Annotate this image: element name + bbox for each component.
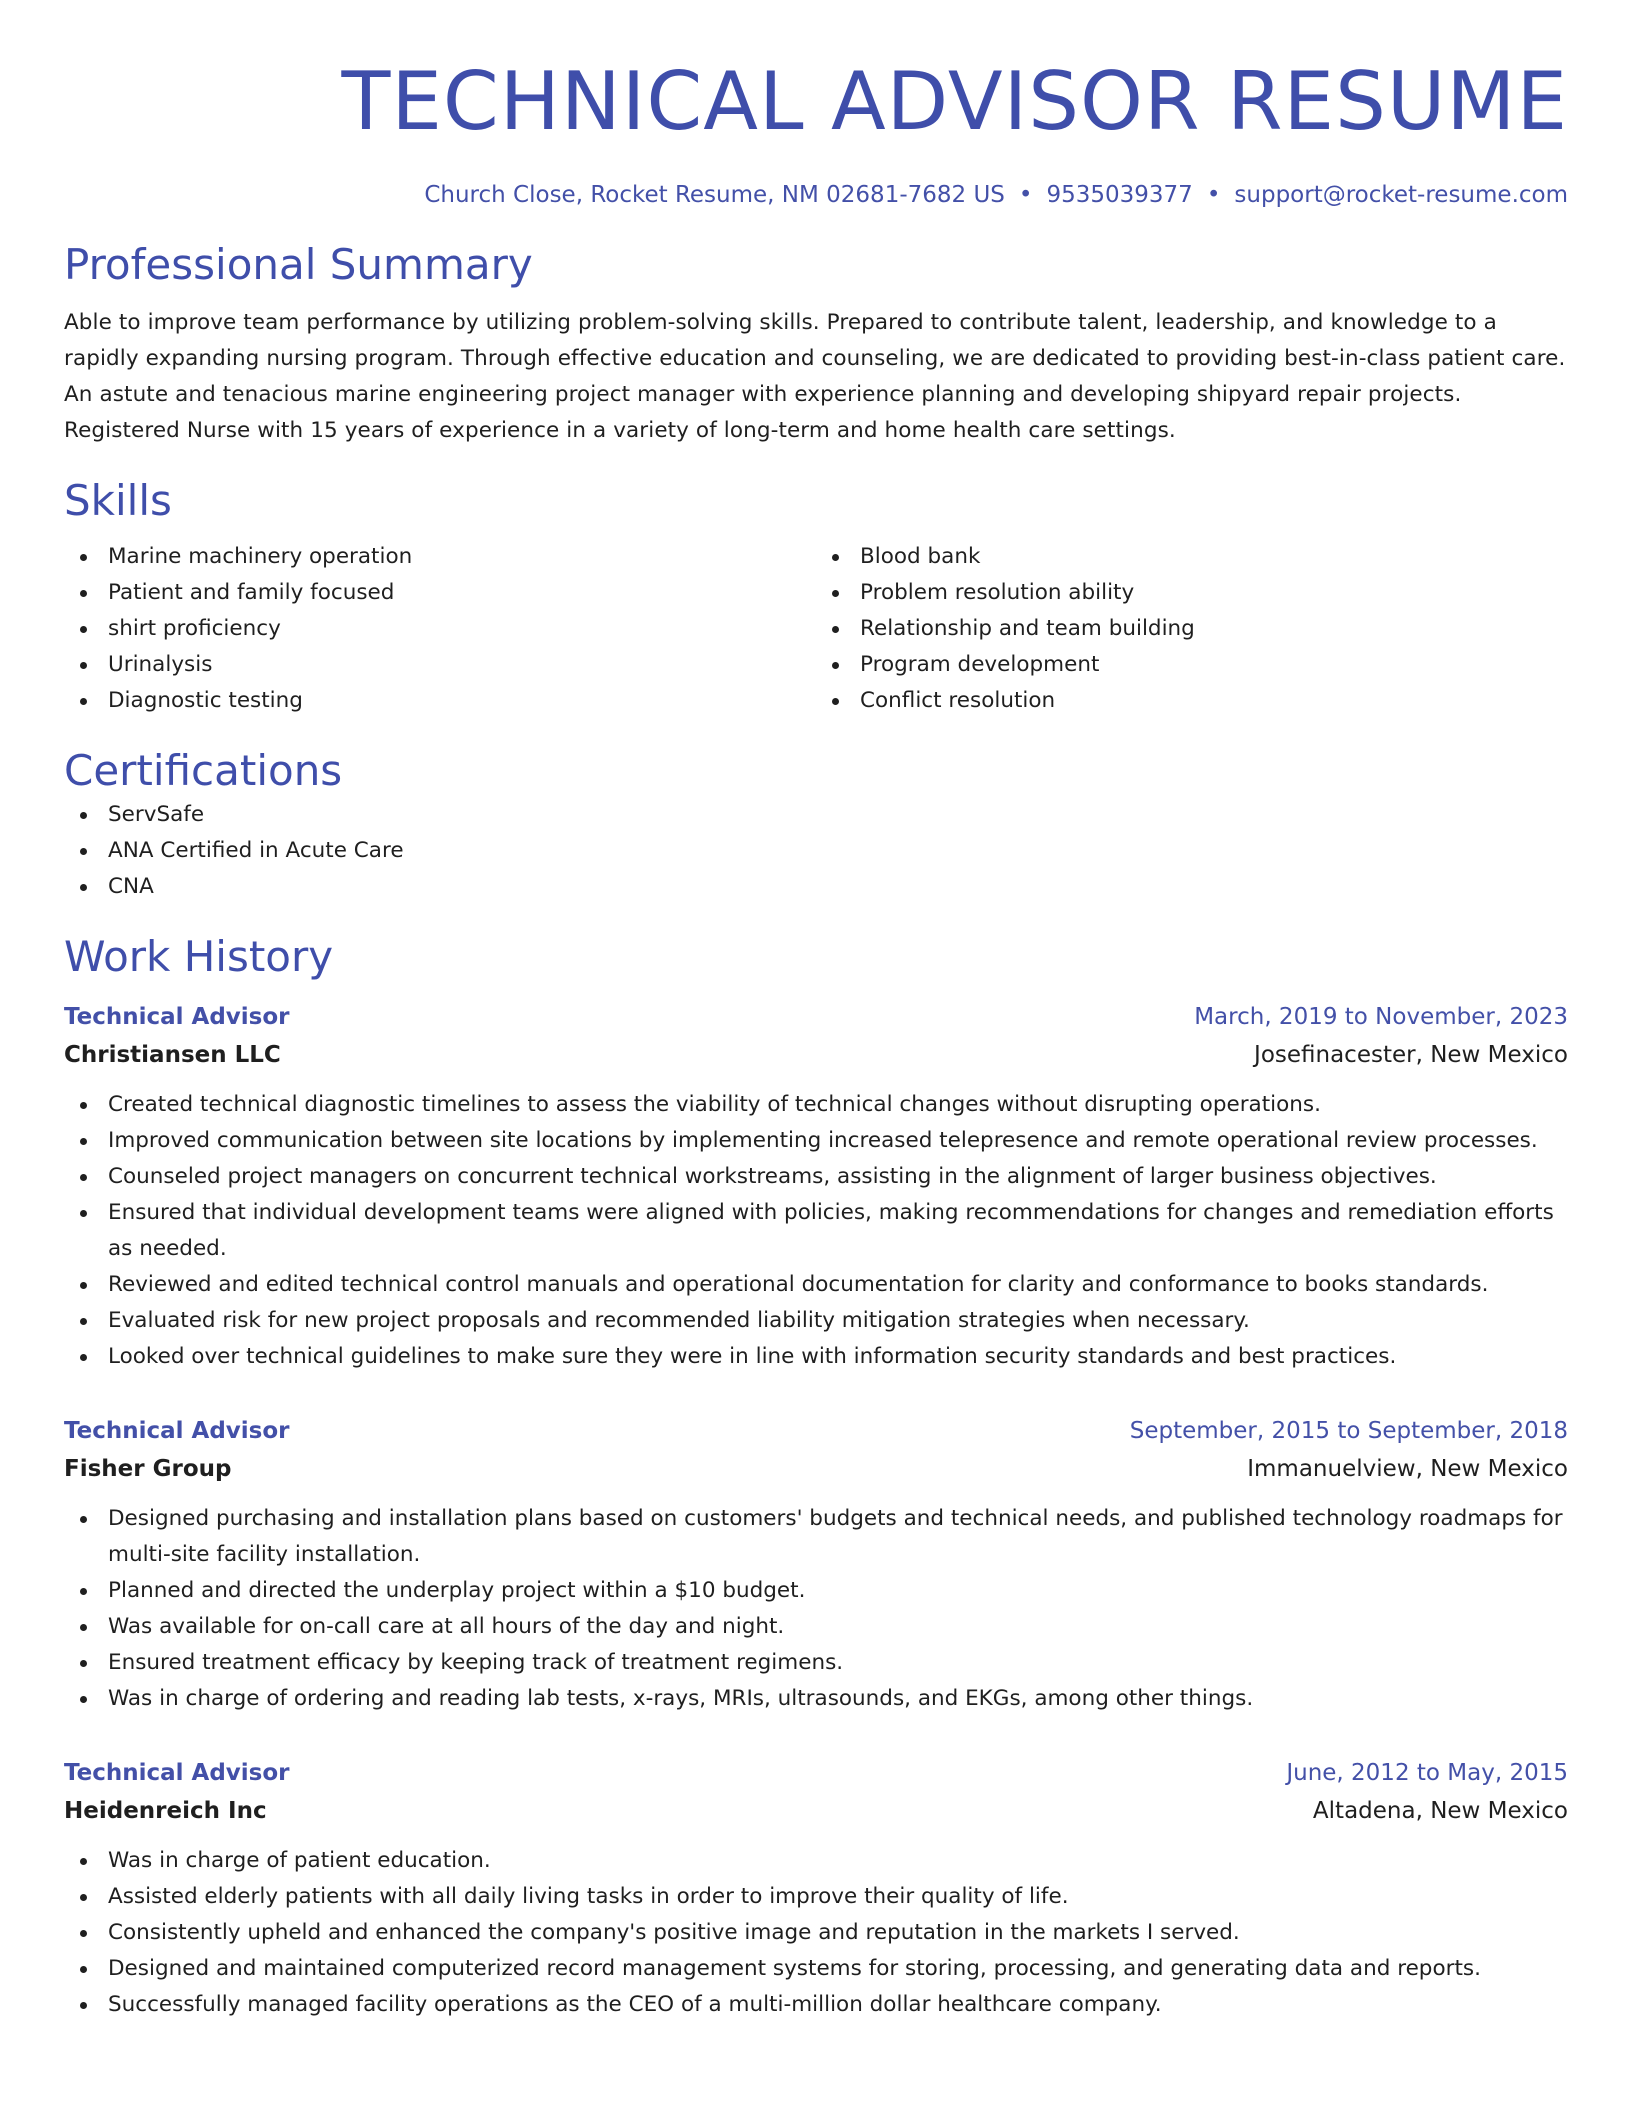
job-entry bbox=[64, 999, 1568, 1375]
job-title-row bbox=[64, 1755, 1568, 1791]
job-title-row bbox=[64, 1413, 1568, 1449]
job-bullets bbox=[64, 1087, 1568, 1375]
contact-phone: 9535039377 bbox=[1046, 182, 1193, 208]
skill-item: Urinalysis bbox=[64, 647, 816, 683]
job-bullet: Designed purchasing and installation plans based on customers' budgets and technical needs, and published technology roadmaps for multi-site facility installation. bbox=[64, 1501, 1568, 1573]
skill-item: Conflict resolution bbox=[816, 683, 1568, 719]
job-bullet: Successfully managed facility operations as the CEO of a multi-million dollar healthcare company. bbox=[64, 1987, 1568, 2023]
job-bullet: Ensured treatment efficacy by keeping track of treatment regimens. bbox=[64, 1645, 1568, 1681]
summary-text: Able to improve team performance by utilizing problem-solving skills. Prepared to contribute talent, leadership, and knowledge to a rapidly expanding nursing program. Through effective education and counseling, we are dedicated to providing best-in-class patient care. An astute and tenacious marine engineering project manager with experience planning and developing shipyard repair projects. Registered Nurse with 15 years of experience in a variety of long-term and home health care settings. bbox=[64, 310, 1566, 443]
skill-item: shirt proficiency bbox=[64, 611, 816, 647]
job-bullet: Looked over technical guidelines to make sure they were in line with information security standards and best practices. bbox=[64, 1339, 1568, 1375]
work-history-heading: Work History bbox=[64, 932, 334, 981]
contact-separator: • bbox=[1018, 182, 1033, 208]
job-company-row bbox=[64, 1449, 1568, 1489]
job-location: Altadena, New Mexico bbox=[1312, 1798, 1568, 1824]
job-dates: June, 2012 to May, 2015 bbox=[1286, 1760, 1568, 1786]
resume-header bbox=[64, 0, 1568, 211]
resume-title: TECHNICAL ADVISOR RESUME bbox=[341, 55, 1568, 148]
job-bullets bbox=[64, 1501, 1568, 1717]
job-bullet: Assisted elderly patients with all daily living tasks in order to improve their quality of life. bbox=[64, 1879, 1568, 1915]
job-title: Technical Advisor bbox=[64, 1760, 290, 1786]
skill-item: Program development bbox=[816, 647, 1568, 683]
job-dates: March, 2019 to November, 2023 bbox=[1194, 1004, 1568, 1030]
job-entry bbox=[64, 1755, 1568, 2023]
job-bullet: Created technical diagnostic timelines to assess the viability of technical changes without disrupting operations. bbox=[64, 1087, 1568, 1123]
job-location: Immanuelview, New Mexico bbox=[1247, 1456, 1568, 1482]
job-bullet: Reviewed and edited technical control manuals and operational documentation for clarity and conformance to books standards. bbox=[64, 1267, 1568, 1303]
job-dates: September, 2015 to September, 2018 bbox=[1129, 1418, 1568, 1444]
job-company: Christiansen LLC bbox=[64, 1042, 281, 1068]
job-bullet: Designed and maintained computerized record management systems for storing, processing, and generating data and reports. bbox=[64, 1951, 1568, 1987]
contact-email[interactable]: support@rocket-resume.com bbox=[1234, 182, 1568, 208]
job-title-row bbox=[64, 999, 1568, 1035]
job-title: Technical Advisor bbox=[64, 1004, 290, 1030]
job-bullet: Was in charge of patient education. bbox=[64, 1843, 1568, 1879]
certification-item: ANA Certified in Acute Care bbox=[64, 833, 1568, 869]
contact-line bbox=[64, 179, 1568, 211]
job-company-row bbox=[64, 1791, 1568, 1831]
certifications-heading: Certifications bbox=[64, 746, 343, 795]
job-company: Fisher Group bbox=[64, 1456, 232, 1482]
contact-separator: • bbox=[1206, 182, 1221, 208]
job-bullet: Consistently upheld and enhanced the company's positive image and reputation in the markets I served. bbox=[64, 1915, 1568, 1951]
job-bullet: Evaluated risk for new project proposals and recommended liability mitigation strategies when necessary. bbox=[64, 1303, 1568, 1339]
summary-heading: Professional Summary bbox=[64, 240, 533, 289]
job-bullet: Ensured that individual development teams were aligned with policies, making recommendations for changes and remediation efforts as needed. bbox=[64, 1195, 1568, 1267]
skill-item: Problem resolution ability bbox=[816, 575, 1568, 611]
job-company: Heidenreich Inc bbox=[64, 1798, 267, 1824]
skill-item: Blood bank bbox=[816, 539, 1568, 575]
job-bullet: Improved communication between site locations by implementing increased telepresence and remote operational review processes. bbox=[64, 1123, 1568, 1159]
skills-list-right bbox=[816, 539, 1568, 719]
skill-item: Relationship and team building bbox=[816, 611, 1568, 647]
job-bullet: Was in charge of ordering and reading lab tests, x-rays, MRIs, ultrasounds, and EKGs, among other things. bbox=[64, 1681, 1568, 1717]
job-entry bbox=[64, 1413, 1568, 1717]
job-bullets bbox=[64, 1843, 1568, 2023]
certification-item: CNA bbox=[64, 869, 1568, 905]
contact-address: Church Close, Rocket Resume, NM 02681-7682 US bbox=[424, 182, 1005, 208]
skill-item: Marine machinery operation bbox=[64, 539, 816, 575]
skills-heading: Skills bbox=[64, 476, 172, 525]
job-bullet: Planned and directed the underplay project within a $10 budget. bbox=[64, 1573, 1568, 1609]
job-location: Josefinacester, New Mexico bbox=[1254, 1042, 1568, 1068]
job-title: Technical Advisor bbox=[64, 1418, 290, 1444]
skills-columns bbox=[64, 539, 1568, 719]
skill-item: Diagnostic testing bbox=[64, 683, 816, 719]
skill-item: Patient and family focused bbox=[64, 575, 816, 611]
skills-list-left bbox=[64, 539, 816, 719]
job-bullet: Was available for on-call care at all hours of the day and night. bbox=[64, 1609, 1568, 1645]
job-bullet: Counseled project managers on concurrent technical workstreams, assisting in the alignment of larger business objectives. bbox=[64, 1159, 1568, 1195]
certification-item: ServSafe bbox=[64, 797, 1568, 833]
certifications-list bbox=[64, 797, 1568, 905]
job-company-row bbox=[64, 1035, 1568, 1075]
